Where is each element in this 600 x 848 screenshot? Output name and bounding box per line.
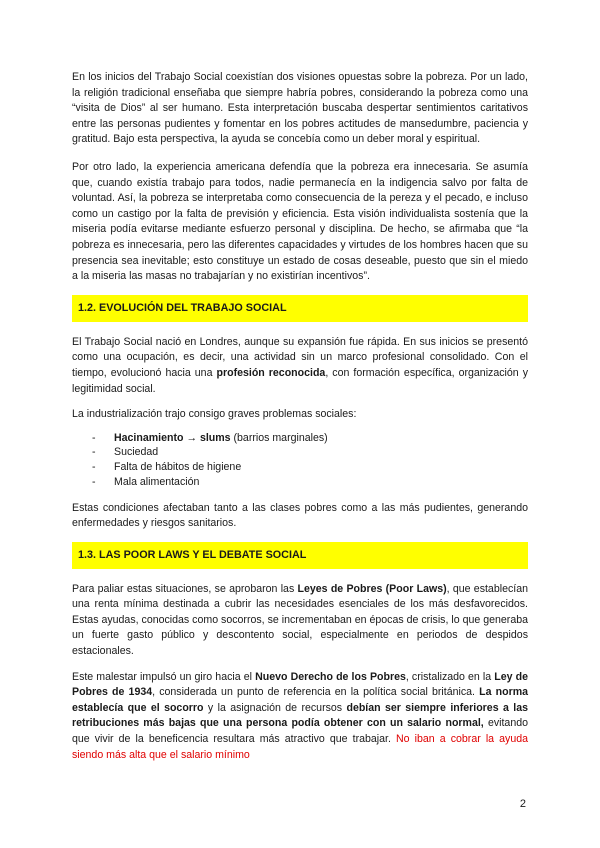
red-annotation: No iban a cobrar la ayuda siendo más alta que el salario mínimo xyxy=(72,733,528,761)
bold-term-ley-1934: Ley de Pobres de 1934 xyxy=(72,670,528,699)
text-run: , cristalizado en la xyxy=(405,670,495,683)
document-page xyxy=(72,70,528,763)
list-item: - Mala alimentación xyxy=(92,475,528,490)
list-item xyxy=(92,431,528,446)
paragraph-conditions: Estas condiciones afectaban tanto a las clases pobres como a las más pudientes, generando enfermedades y riesgos sanitarios. xyxy=(72,501,528,530)
text-run: Este malestar impulsó un giro hacia el xyxy=(72,670,256,683)
bold-term-profesion: profesión reconocida xyxy=(216,366,326,379)
problems-list xyxy=(72,431,528,490)
text-run: Para paliar estas situaciones, se aprobaron las xyxy=(72,582,298,595)
text-run: , considerada un punto de referencia en la política social británica. xyxy=(152,686,480,699)
paragraph-origins xyxy=(72,335,528,397)
paragraph-two-visions: En los inicios del Trabajo Social coexistían dos visiones opuestas sobre la pobreza. Por un lado, la religión tradicional enseñaba que siempre habría pobres, considerando la pobreza como una “visita de Dios” al ser humano. Esta interpretación buscaba despertar sentimientos caritativos entre las personas pudientes y fomentar en los pobres actitudes de mansedumbre, paciencia y gratitud. Bajo esta perspectiva, la ayuda se concebía como un deber moral y espiritual. xyxy=(72,71,528,146)
paragraph-new-poor-law xyxy=(72,670,528,764)
paragraph-industrialization: La industrialización trajo consigo graves problemas sociales: xyxy=(72,408,357,421)
bold-term-nuevo-derecho: Nuevo Derecho de los Pobres xyxy=(255,670,406,683)
paragraph-american-experience: Por otro lado, la experiencia americana defendía que la pobreza era innecesaria. Se asumía que, cuando existía trabajo para todos, nadie permanecía en la indigencia salvo por falta de voluntad. Así, la pobreza se interpretaba como consecuencia de la pereza y el pecado, e incluso como un castigo por la falta de previsión y eficiencia. Esta visión individualista sostenía que la miseria podía evitarse mediante esfuerzo personal y disciplina. De hecho, se afirmaba que “la pobreza es innecesaria, pero las diferentes capacidades y virtudes de los hombres hacen que su presencia sea inevitable; esto constituye un estado de cosas deseable, puesto que sin el miedo a la miseria las masas no trabajarían y no existirían incentivos”. xyxy=(72,160,528,283)
text-run: , que establecían una renta mínima destinada a cubrir las necesidades esenciales de los más desfavorecidos. Estas ayudas, conocidas como socorros, se incrementaban en épocas de crisis, lo que generaba un fuerte gasto público y descontento social, especialmente en periodos de despidos estacionales. xyxy=(72,582,528,658)
text-run: y la asignación de recursos xyxy=(203,701,347,714)
section-heading-poor-laws: 1.3. LAS POOR LAWS Y EL DEBATE SOCIAL xyxy=(72,542,528,569)
list-item: - Suciedad xyxy=(92,445,528,460)
text-run: , con formación específica, organización y legitimidad social. xyxy=(72,366,528,395)
bold-term-poor-laws: Leyes de Pobres (Poor Laws) xyxy=(297,582,447,595)
text-run: evitando que vivir de la beneficencia resultara más atractivo que trabajar. xyxy=(72,717,528,746)
section-heading-evolucion: 1.2. EVOLUCIÓN DEL TRABAJO SOCIAL xyxy=(72,295,528,322)
bold-term-norma: La norma establecía que el socorro xyxy=(72,686,528,714)
text-run: El Trabajo Social nació en Londres, aunque su expansión fue rápida. En sus inicios se presentó como una ocupación, es decir, una actividad sin un marco profesional consolidado. Con el tiempo, evolucionó hacia una xyxy=(72,335,528,379)
page-number: 2 xyxy=(519,798,526,810)
paragraph-poor-laws xyxy=(72,582,528,660)
list-item: - Falta de hábitos de higiene xyxy=(92,460,528,475)
text-run: (barrios marginales) xyxy=(230,431,328,444)
bold-term-hacinamiento: Hacinamiento → slums xyxy=(114,431,231,444)
bold-term-inferiores: debían ser siempre inferiores a las retribuciones más bajas que una persona podía obtener con un salario normal, xyxy=(72,701,528,730)
